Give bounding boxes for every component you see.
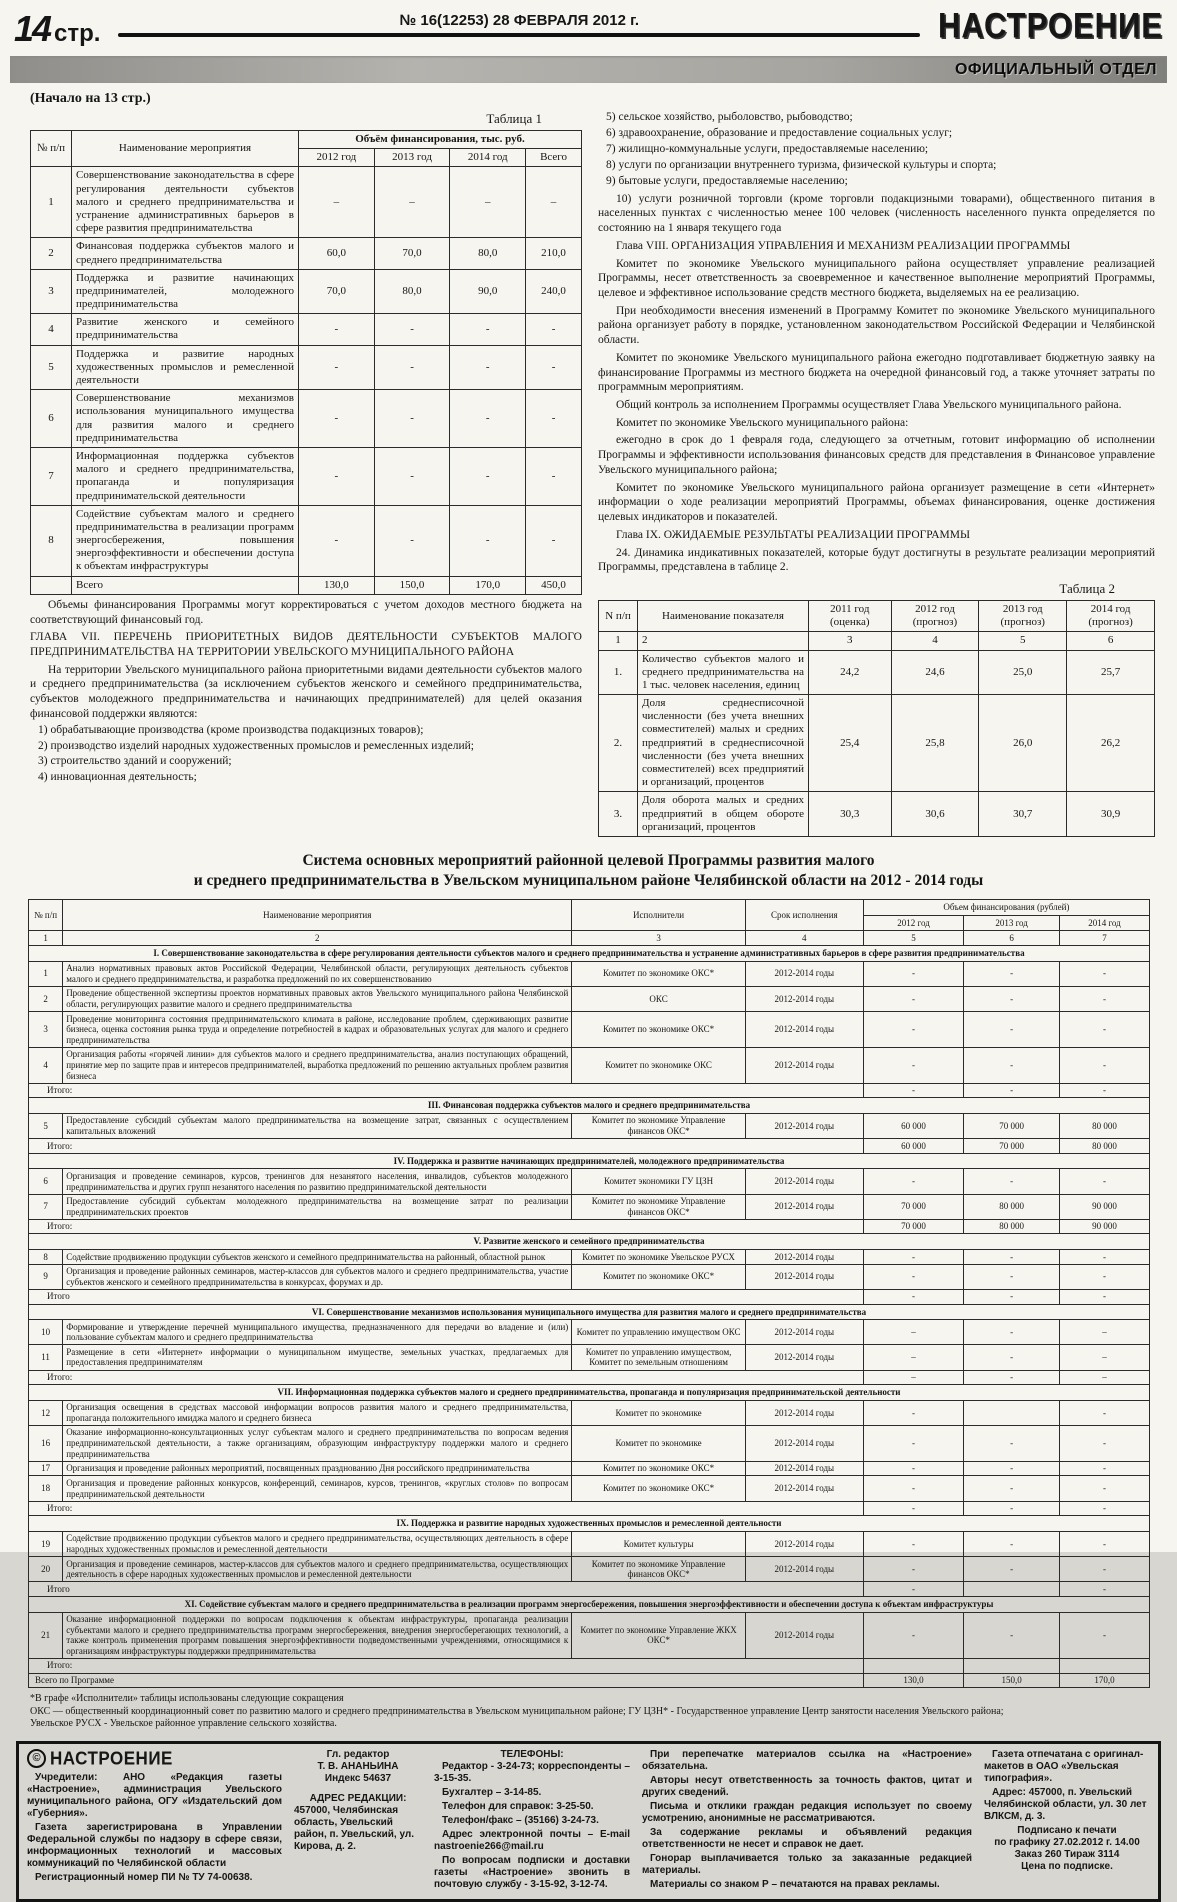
paragraph: Комитет по экономике Увельского муниципального района осуществляет управление реализацией Программы, несет ответственность за своевременное и качественное выполнение мероприятий Программы, целевое и эффективное использование средств местного бюджета, выделяемых на ее реализацию. <box>598 257 1155 299</box>
table-row: 4 Развитие женского и семейного предпринимательства - - - - <box>31 314 582 345</box>
grand-total-row: Всего по Программе 130,0 150,0 170,0 <box>29 1673 1150 1688</box>
phone-line: По вопросам подписки и доставки газеты «Настроение» звонить в почтовую службу - 3-15-92, 3-12-74. <box>434 1854 630 1890</box>
paragraph: Объемы финансирования Программы могут корректироваться с учетом доходов местного бюджета на соответствующий финансовый год. <box>30 598 582 626</box>
chapter9-heading: Глава IX. ОЖИДАЕМЫЕ РЕЗУЛЬТАТЫ РЕАЛИЗАЦИИ ПРОГРАММЫ <box>616 528 971 541</box>
paragraph: Общий контроль за исполнением Программы осуществляет Глава Увельского муниципального района. <box>616 399 1122 412</box>
table-row: 7 Информационная поддержка субъектов малого и среднего предпринимательства, пропаганда и популяризация предпринимательской деятельности - - - - <box>31 447 582 505</box>
page-number-value: 14 <box>14 8 51 49</box>
list-item: 9) бытовые услуги, предоставляемые населению; <box>606 174 848 187</box>
copyright-icon: © <box>27 1749 46 1768</box>
page-header <box>0 0 1177 50</box>
registration-text: Газета зарегистрирована в Управлении Федеральной службы по надзору в сфере связи, информационных технологий и массовых коммуникаций по Челябинской области <box>27 1822 282 1870</box>
paragraph: Комитет по экономике Увельского муниципального района организует размещение в сети «Интернет» информации о ходе реализации мероприятий Программы, объемах финансирования, оценке достижения целевых индикаторов и показателей. <box>598 481 1155 524</box>
address-text: 457000, Челябинская область, Увельский район, п. Увельский, ул. Кирова, д. 2. <box>294 1804 415 1852</box>
table-row: 18 Организация и проведение районных конкурсов, конференций, семинаров, курсов, тренингов, «круглых столов» по вопросам предпринимательской деятельности Комитет по экономике ОКС* 2012-2014 годы - - - <box>29 1476 1150 1501</box>
table-row: 21 Оказание информационной поддержки по вопросам подключения к объектам инфраструктуры, пропаганда реализации субъектами малого и среднего предпринимательства программ энергосбережения, внедрения энергосберегающих технологий, а также контроль применения программ повышения энергоэффективности подведомственными учреждениями, относящимися к организациям инфраструктуры поддержки предпринимательства Комитет по экономике Управление ЖКХ ОКС* 2012-2014 годы - - - <box>29 1612 1150 1658</box>
total-row: Итого: - - - <box>29 1501 1150 1516</box>
issue-block <box>118 8 920 37</box>
section-row: VII. Информационная поддержка субъектов малого и среднего предпринимательства, пропаганда и популяризация предпринимательской деятельности <box>29 1385 1150 1401</box>
table-row: 1 Анализ нормативных правовых актов Российской Федерации, Челябинской области, регулирующих деятельность субъектов малого и среднего предпринимательства, и разработка предложений по их совершенствованию Комитет по экономике ОКС* 2012-2014 годы - - - <box>29 961 1150 986</box>
footnote-line: ОКС — общественный координационный совет по развитию малого и среднего предпринимательства в Увельском муниципальном районе; ГУ ЦЗН* - Государственное управление Центр занятости населения Увельского района; <box>30 1705 1004 1717</box>
list-item: 3) строительство зданий и сооружений; <box>38 755 232 768</box>
page-number-word: стр. <box>54 20 101 47</box>
notice-line: Авторы несут ответственность за точность фактов, цитат и других сведений. <box>642 1774 972 1798</box>
table-row: 12 Организация освещения в средствах массовой информации вопросов развития малого и среднего предпринимательства, пропаганда положительного имиджа малого и среднего бизнеса Комитет по экономике 2012-2014 годы - - <box>29 1400 1150 1425</box>
list-item: 1) обрабатывающие производства (кроме производства подакцизных товаров); <box>38 723 424 736</box>
footnote <box>0 1688 1177 1731</box>
table-row: 4 Организация работы «горячей линии» для субъектов малого и среднего предпринимательства, анализ поступающих обращений, принятие мер по защите прав и интересов предпринимателей, выработка предложений по решению актуальных проблем развития бизнеса Комитет по экономике ОКС 2012-2014 годы - - - <box>29 1047 1150 1083</box>
phone-line: Редактор - 3-24-73; корреспонденты – 3-15-35. <box>434 1760 630 1784</box>
right-column <box>598 109 1155 837</box>
table1 <box>30 130 582 595</box>
program-table <box>28 899 1150 1688</box>
footnote-line: Увельское РУСХ - Увельское районное управление сельского хозяйства. <box>30 1718 337 1730</box>
section-banner-label: ОФИЦИАЛЬНЫЙ ОТДЕЛ <box>954 60 1157 78</box>
paragraph: При необходимости внесения изменений в Программу Комитет по экономике Увельского муниципального района организует работу в порядке, установленном законодательством Российской Федерации и Челябинской области. <box>598 304 1155 347</box>
total-row: Итого - - <box>29 1582 1150 1597</box>
notice-line: Гонорар выплачивается только за заказанные редакцией материалы. <box>642 1852 972 1876</box>
section-row: XI. Содействие субъектам малого и среднего предпринимательства в реализации программ энергосбережения, повышения энергоэффективности и обеспечении доступа к объектам инфраструктуры <box>29 1596 1150 1612</box>
program-table-title-line1: Система основных мероприятий районной целевой Программы развития малого <box>302 851 875 869</box>
paragraph: На территории Увельского муниципального района приоритетными видами деятельности субъектов малого и среднего предпринимательства (за исключением субъектов женского и семейного предпринимательства, субъектов молодежного предпринимательства и начинающих предпринимателей) для целей оказания финансовой поддержки являются: <box>30 663 582 720</box>
notices-block <box>642 1749 972 1893</box>
imprint-footer <box>16 1741 1161 1902</box>
table-row: 8 Содействие субъектам малого и среднего предпринимательства в реализации программ энергосбережения, повышения энергоэффективности и обеспечении доступа к объектам инфраструктуры - - - - <box>31 505 582 576</box>
issue-date: № 16(12253) 28 ФЕВРАЛЯ 2012 г. <box>399 12 640 29</box>
page-number <box>14 8 100 50</box>
table-subheader-row: 2012 год 2013 год 2014 год <box>29 915 1150 931</box>
section-row: IV. Поддержка и развитие начинающих предпринимателей, молодежного предпринимательства <box>29 1153 1150 1169</box>
table2 <box>598 600 1155 837</box>
section-row: III. Финансовая поддержка субъектов малого и среднего предпринимательства <box>29 1098 1150 1114</box>
table-row: 6 Совершенствование механизмов использования муниципального имущества для развития малого и среднего предпринимательства - - - - <box>31 390 582 448</box>
table-row: 2. Доля среднесписочной численности (без учета внешних совместителей) малых и средних предприятий в среднесписочной численности (без учета внешних совместителей) всех предприятий и организаций, процентов 25,4 25,8 26,0 26,2 <box>599 695 1155 792</box>
index-label: Индекс 54637 <box>324 1772 392 1784</box>
total-row: Итого: 70 000 80 000 90 000 <box>29 1219 1150 1234</box>
table-row: 2 Финансовая поддержка субъектов малого и среднего предпринимательства 60,0 70,0 80,0 210,0 <box>31 238 582 269</box>
phone-line: Телефон/факс – (35166) 3-24-73. <box>442 1814 599 1826</box>
list-item: 7) жилищно-коммунальные услуги, предоставляемые населению; <box>606 142 929 155</box>
paragraph: 24. Динамика индикативных показателей, которые будут достигнуты в результате реализации мероприятий Программы, представлена в таблице 2. <box>598 546 1155 574</box>
list-item: 10) услуги розничной торговли (кроме торговли подакцизными товарами), общественного питания в населенных пунктах с численностью менее 100 человек (численность населенного пункта определяется по состоянию на 1 января текущего года <box>598 192 1155 235</box>
list-item: 8) услуги по организации внутреннего туризма, физической культуры и спорта; <box>606 158 997 171</box>
chapter8-heading: Глава VIII. ОРГАНИЗАЦИЯ УПРАВЛЕНИЯ И МЕХАНИЗМ РЕАЛИЗАЦИИ ПРОГРАММЫ <box>616 239 1071 252</box>
table-row: 7 Предоставление субсидий субъектам молодежного предпринимательства на возмещение затрат по реализации предпринимательских проектов Комитет по экономике Управление финансов ОКС* 2012-2014 годы 70 000 80 000 90 000 <box>29 1194 1150 1219</box>
total-row: Итого: – - – <box>29 1370 1150 1385</box>
phone-line: Телефон для справок: 3-25-50. <box>442 1800 594 1812</box>
chapter7-heading: ГЛАВА VII. ПЕРЕЧЕНЬ ПРИОРИТЕТНЫХ ВИДОВ ДЕЯТЕЛЬНОСТИ СУБЪЕКТОВ МАЛОГО ПРЕДПРИНИМАТЕЛЬСТВА НА ТЕРРИТОРИИ УВЕЛЬСКОГО МУНИЦИПАЛЬНОГО РАЙОНА <box>30 631 582 658</box>
print-line: Цена по подписке. <box>1021 1860 1113 1872</box>
table-row: 20 Организация и проведение семинаров, мастер-классов для субъектов малого и среднего предпринимательства, осуществляющих деятельность в сфере народных художественных промыслов и ремесленной деятельности Комитет по экономике Управление финансов ОКС* 2012-2014 годы - - - <box>29 1557 1150 1582</box>
list-item: 2) производство изделий народных художественных промыслов и ремесленных изделий; <box>38 739 474 752</box>
phones-block <box>434 1749 630 1893</box>
print-line: Газета отпечатана с оригинал-макетов в ОАО «Увельская типография». <box>984 1748 1144 1784</box>
print-info-block <box>984 1749 1150 1893</box>
editor-block <box>294 1749 422 1893</box>
table-row: 5 Предоставление субсидий субъектам малого предпринимательства на возмещение затрат, связанных с осуществлением капитальных вложений Комитет по экономике Управление финансов ОКС* 2012-2014 годы 60 000 70 000 80 000 <box>29 1113 1150 1138</box>
paragraph: Комитет по экономике Увельского муниципального района ежегодно подготавливает бюджетную заявку на финансирование Программы из местного бюджета на очередной финансовый год, а также уточняет затраты по программным мероприятиям. <box>598 351 1155 394</box>
total-row: Итого - - - <box>29 1289 1150 1304</box>
phones-title: ТЕЛЕФОНЫ: <box>500 1748 564 1760</box>
left-column <box>30 109 582 837</box>
column-number-row: 1 2 3 4 5 6 <box>599 632 1155 650</box>
notice-line: Письма и отклики граждан редакция использует по своему усмотрению, анонимные не рассматриваются. <box>642 1800 972 1824</box>
founders-text: Учредители: АНО «Редакция газеты «Настроение», администрация Увельского муниципального района, ОГУ «Издательский дом «Губерния». <box>27 1772 282 1820</box>
list-item: 6) здравоохранение, образование и предоставление социальных услуг; <box>606 126 953 139</box>
column-number-row: 1 2 3 4 5 6 7 <box>29 931 1150 946</box>
footnote-line: *В графе «Исполнители» таблицы использованы следующие сокращения <box>30 1693 344 1705</box>
editor-title: Гл. редактор <box>326 1748 390 1760</box>
email-line: Адрес электронной почты – E-mail nastroenie266@mail.ru <box>434 1828 630 1852</box>
table-row: 9 Организация и проведение районных семинаров, мастер-классов для субъектов малого и среднего предпринимательства, участие субъектов женского и семейного предпринимательства в конкурсах, форумах и др. Комитет по экономике ОКС* 2012-2014 годы - - - <box>29 1264 1150 1289</box>
print-line: Подписано к печати <box>1017 1824 1117 1836</box>
footer-brand-name: НАСТРОЕНИЕ <box>50 1747 173 1769</box>
table-row: 6 Организация и проведение семинаров, курсов, тренингов для незанятого населения, инвалидов, субъектов молодежного предпринимательства и других групп незанятого населения по развитию предпринимательской деятельности Комитет экономики ГУ ЦЗН 2012-2014 годы - - - <box>29 1169 1150 1194</box>
list-item: 5) сельское хозяйство, рыболовство, рыбоводство; <box>606 111 853 123</box>
program-table-title <box>0 851 1177 891</box>
table2-caption: Таблица 2 <box>1059 580 1115 596</box>
table-row: 3. Доля оборота малых и средних предприятий в общем обороте организаций, процентов 30,3 30,6 30,7 30,9 <box>599 792 1155 837</box>
notice-line: За содержание рекламы и объявлений редакция ответственности не несет и справок не дает. <box>642 1826 972 1850</box>
footer-brand <box>27 1749 282 1769</box>
table-row: 1. Количество субъектов малого и среднего предпринимательства на 1 тыс. человек населения, единиц 24,2 24,6 25,0 25,7 <box>599 650 1155 695</box>
table-total-row: Всего 130,0 150,0 170,0 450,0 <box>31 576 582 594</box>
section-banner <box>10 56 1167 83</box>
notice-line: При перепечатке материалов ссылка на «Настроение» обязательна. <box>642 1748 972 1772</box>
header-rule <box>118 33 920 37</box>
table-subheader-row: 2012 год 2013 год 2014 год Всего <box>31 149 582 167</box>
table-row: 8 Содействие продвижению продукции субъектов женского и семейного предпринимательства на районный, областной рынок Комитет по экономике Увельское РУСХ 2012-2014 годы - - - <box>29 1250 1150 1265</box>
total-row: Итого: - - - <box>29 1083 1150 1098</box>
table1-caption: Таблица 1 <box>486 111 542 126</box>
editor-name: Т. В. АНАНЬИНА <box>317 1760 399 1772</box>
table-header-row: № п/п Наименование мероприятия Объём финансирования, тыс. руб. <box>31 131 582 149</box>
table-header-row: № п/п Наименование мероприятия Исполнители Срок исполнения Объем финансирования (рублей) <box>29 900 1150 916</box>
total-row: Итого: <box>29 1658 1150 1673</box>
print-line: по графику 27.02.2012 г. 14.00 <box>994 1836 1140 1848</box>
section-row: I. Совершенствование законодательства в сфере регулирования деятельности субъектов малого и среднего предпринимательства и устранение административных барьеров в сфере развития предпринимательства <box>29 946 1150 962</box>
founders-block <box>27 1749 282 1893</box>
table-row: 19 Содействие продвижению продукции субъектов малого и среднего предпринимательства, осуществляющих деятельность в сфере народных художественных промыслов и ремесленной деятельности Комитет культуры 2012-2014 годы - - - <box>29 1531 1150 1556</box>
table-row: 11 Размещение в сети «Интернет» информации о муниципальном имуществе, земельных участках, предлагаемых для предоставления предпринимателям Комитет по управлению имуществом, Комитет по земельным отношениям 2012-2014 годы – - – <box>29 1345 1150 1370</box>
section-row: V. Развитие женского и семейного предпринимательства <box>29 1234 1150 1250</box>
paragraph: ежегодно в срок до 1 февраля года, следующего за отчетным, готовит информацию об исполнении Программы и эффективности использования финансовых средств для представления в Финансовое управление Увельского муниципального района; <box>598 434 1155 476</box>
table-row: 16 Оказание информационно-консультационных услуг субъектам малого и среднего предпринимательства по вопросам ведения предпринимательской деятельности, а также организациям, образующим инфраструктуру поддержки малого и среднего предпринимательства Комитет по экономике 2012-2014 годы - - - <box>29 1425 1150 1461</box>
program-table-wrap <box>0 899 1177 1688</box>
registration-number: Регистрационный номер ПИ № ТУ 74-00638. <box>35 1872 253 1884</box>
section-row: VI. Совершенствование механизмов использования муниципального имущества для развития малого и среднего предпринимательства <box>29 1304 1150 1320</box>
section-row: IX. Поддержка и развитие народных художественных промыслов и ремесленной деятельности <box>29 1516 1150 1532</box>
list-item: 4) инновационная деятельность; <box>38 771 197 784</box>
table-row: 5 Поддержка и развитие народных художественных промыслов и ремесленной деятельности - - - - <box>31 345 582 390</box>
total-row: Итого: 60 000 70 000 80 000 <box>29 1139 1150 1154</box>
table-row: 2 Проведение общественной экспертизы проектов нормативных правовых актов Увельского муниципального района Челябинской области, регулирующих развитие малого и среднего предпринимательства ОКС 2012-2014 годы - - - <box>29 986 1150 1011</box>
notice-line: Материалы со знаком Р – печатаются на правах рекламы. <box>650 1878 940 1890</box>
paragraph: Комитет по экономике Увельского муниципального района: <box>616 416 909 429</box>
program-table-title-line2: и среднего предпринимательства в Увельском муниципальном районе Челябинской области на 2012 - 2014 годы <box>193 872 984 890</box>
table-row: 1 Совершенствование законодательства в сфере регулирования деятельности субъектов малого и среднего предпринимательства и устранение административных барьеров в сфере развития предпринимательства – – – – <box>31 167 582 238</box>
continuation-note: (Начало на 13 стр.) <box>30 91 151 106</box>
phone-line: Бухгалтер – 3-14-85. <box>442 1786 542 1798</box>
table-row: 3 Поддержка и развитие начинающих предпринимателей, молодежного предпринимательства 70,0 80,0 90,0 240,0 <box>31 269 582 314</box>
address-title: АДРЕС РЕДАКЦИИ: <box>309 1792 407 1804</box>
table-header-row: N п/п Наименование показателя 2011 год (оценка) 2012 год (прогноз) 2013 год (прогноз) 2014 год (прогноз) <box>599 600 1155 631</box>
table-row: 17 Организация и проведение районных мероприятий, посвященных празднованию Дня российского предпринимательства Комитет по экономике ОКС* 2012-2014 годы - - - <box>29 1461 1150 1476</box>
print-line: Адрес: 457000, п. Увельский Челябинской области, ул. 30 лет ВЛКСМ, д. 3. <box>984 1786 1147 1822</box>
masthead-logo: НАСТРОЕНИЕ <box>938 5 1163 46</box>
table-row: 3 Проведение мониторинга состояния предпринимательского климата в районе, исследование проблем, сдерживающих развитие бизнеса, оценка состояния рынка труда и определение потребностей в кадрах и образовательных услугах для малого и среднего предпринимательства Комитет по экономике ОКС* 2012-2014 годы - - - <box>29 1012 1150 1048</box>
top-columns <box>0 109 1177 837</box>
print-line: Заказ 260 Тираж 3114 <box>1014 1848 1120 1860</box>
table-row: 10 Формирование и утверждение перечней муниципального имущества, предназначенного для передачи во владение и (или) пользование субъектам малого и среднего предпринимательства Комитет по управлению имуществом ОКС 2012-2014 годы – - – <box>29 1320 1150 1345</box>
